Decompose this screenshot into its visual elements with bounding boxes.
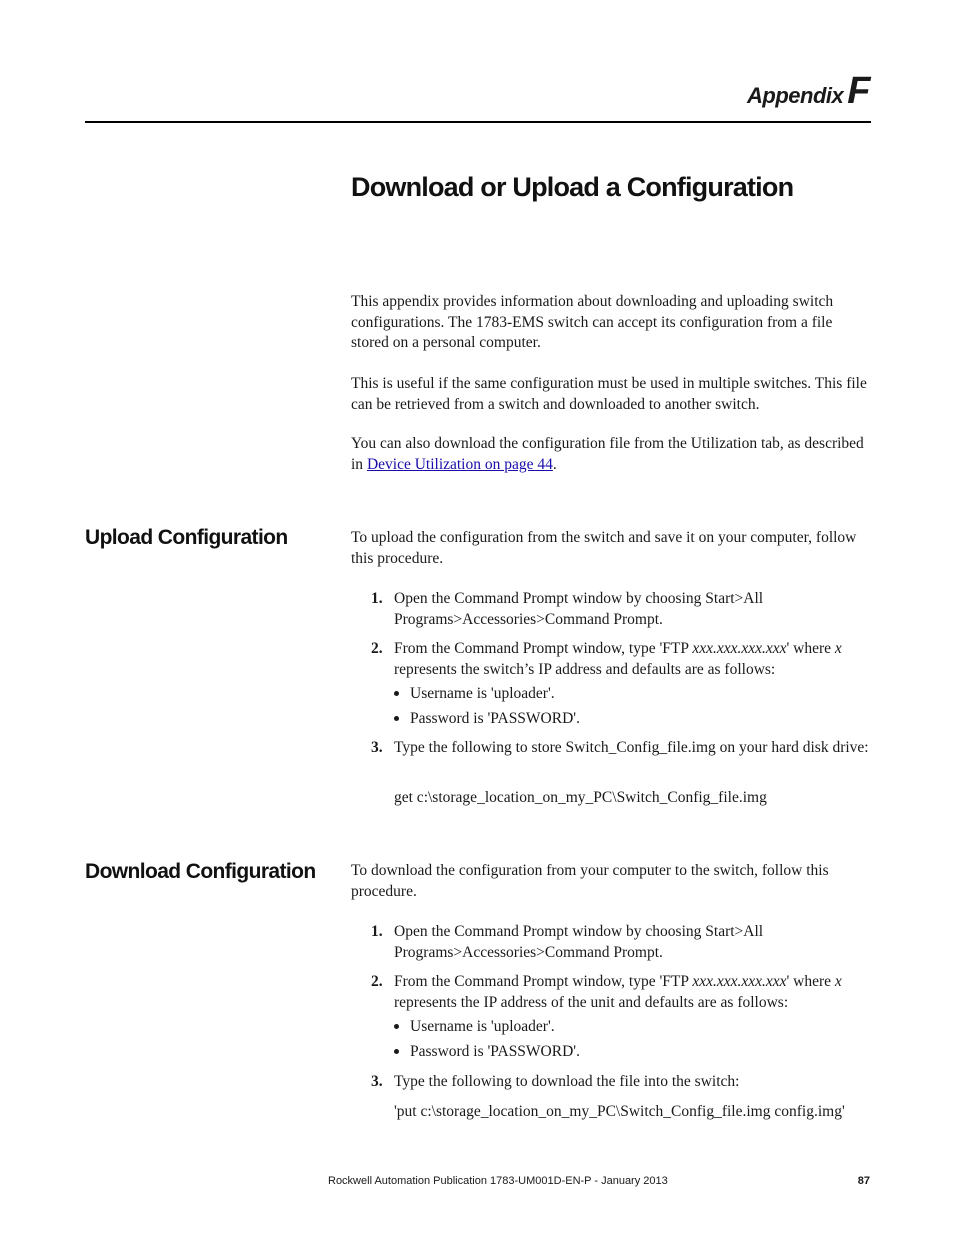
step-text-part: ' where	[786, 973, 835, 990]
step-text: Open the Command Prompt window by choosing Start>All Programs>Accessories>Command Prompt.	[394, 923, 764, 961]
download-step-3	[371, 1072, 871, 1093]
upload-intro: To upload the configuration from the switch and save it on your computer, follow this procedure.	[351, 529, 857, 567]
upload-section-title: Upload Configuration	[85, 526, 288, 549]
x-variable: x	[834, 973, 842, 990]
step-number: 2.	[371, 973, 383, 990]
page-number: 87	[857, 1175, 870, 1187]
appendix-label: Appendix	[747, 83, 844, 108]
step-text-part: represents the IP address of the unit and defaults are as follows:	[394, 993, 789, 1011]
intro-paragraph-1: This appendix provides information about downloading and uploading switch configurations. The 1783-EMS switch can accept its configuration from a file stored on a personal computer.	[351, 293, 834, 351]
step-text-part: ' where	[786, 640, 835, 657]
step-number: 1.	[371, 590, 383, 607]
download-command: 'put c:\storage_location_on_my_PC\Switch_Config_file.img config.img'	[394, 1103, 845, 1120]
step-text-part: From the Command Prompt window, type 'FTP	[394, 973, 693, 990]
device-utilization-link[interactable]: Device Utilization on page 44	[366, 455, 553, 473]
step-number: 3.	[371, 739, 383, 756]
upload-bullet-password	[394, 709, 580, 730]
download-section-title: Download Configuration	[85, 860, 316, 883]
download-bullet-username	[394, 1017, 555, 1038]
download-bullet-password	[394, 1042, 580, 1063]
download-step-2	[371, 972, 871, 1013]
upload-step-3	[371, 738, 871, 759]
step-number: 3.	[371, 1073, 383, 1090]
step-text	[394, 972, 871, 1013]
step-text: Open the Command Prompt window by choosing Start>All Programs>Accessories>Command Prompt.	[394, 590, 764, 628]
upload-step-2	[371, 639, 871, 680]
intro-paragraph-3-end: .	[552, 455, 557, 473]
x-variable: x	[834, 640, 842, 657]
ip-placeholder: xxx.xxx.xxx.xxx	[692, 640, 787, 657]
ip-placeholder: xxx.xxx.xxx.xxx	[692, 973, 787, 990]
intro-paragraph-3-text: You can also download the configuration file from the Utilization tab, as described in	[351, 435, 864, 473]
download-step-1	[371, 922, 871, 963]
step-text-part: represents the switch’s IP address and defaults are as follows:	[394, 660, 776, 678]
appendix-header	[747, 70, 870, 113]
bullet-text: Username is 'uploader'.	[410, 685, 555, 702]
chapter-title: Download or Upload a Configuration	[351, 172, 794, 202]
step-text: Type the following to download the file into the switch:	[394, 1073, 740, 1090]
step-text	[394, 639, 871, 680]
step-number: 2.	[371, 640, 383, 657]
upload-bullet-username	[394, 684, 555, 705]
step-text: Type the following to store Switch_Config_file.img on your hard disk drive:	[394, 739, 869, 756]
download-intro: To download the configuration from your computer to the switch, follow this procedure.	[351, 862, 829, 900]
intro-paragraph-3	[351, 434, 871, 475]
bullet-text: Password is 'PASSWORD'.	[410, 1043, 580, 1060]
appendix-letter: F	[847, 70, 870, 112]
upload-step-1	[371, 589, 871, 630]
bullet-dot	[394, 1049, 399, 1054]
bullet-dot	[394, 691, 399, 696]
bullet-text: Password is 'PASSWORD'.	[410, 710, 580, 727]
step-text-part: From the Command Prompt window, type 'FTP	[394, 640, 693, 657]
header-rule	[85, 121, 871, 123]
step-number: 1.	[371, 923, 383, 940]
bullet-text: Username is 'uploader'.	[410, 1018, 555, 1035]
bullet-dot	[394, 1024, 399, 1029]
intro-paragraph-2: This is useful if the same configuration must be used in multiple switches. This file can be retrieved from a switch and downloaded to another switch.	[351, 375, 867, 413]
bullet-dot	[394, 716, 399, 721]
footer-publication: Rockwell Automation Publication 1783-UM001D-EN-P - January 2013	[328, 1175, 668, 1187]
upload-command: get c:\storage_location_on_my_PC\Switch_Config_file.img	[394, 789, 767, 806]
